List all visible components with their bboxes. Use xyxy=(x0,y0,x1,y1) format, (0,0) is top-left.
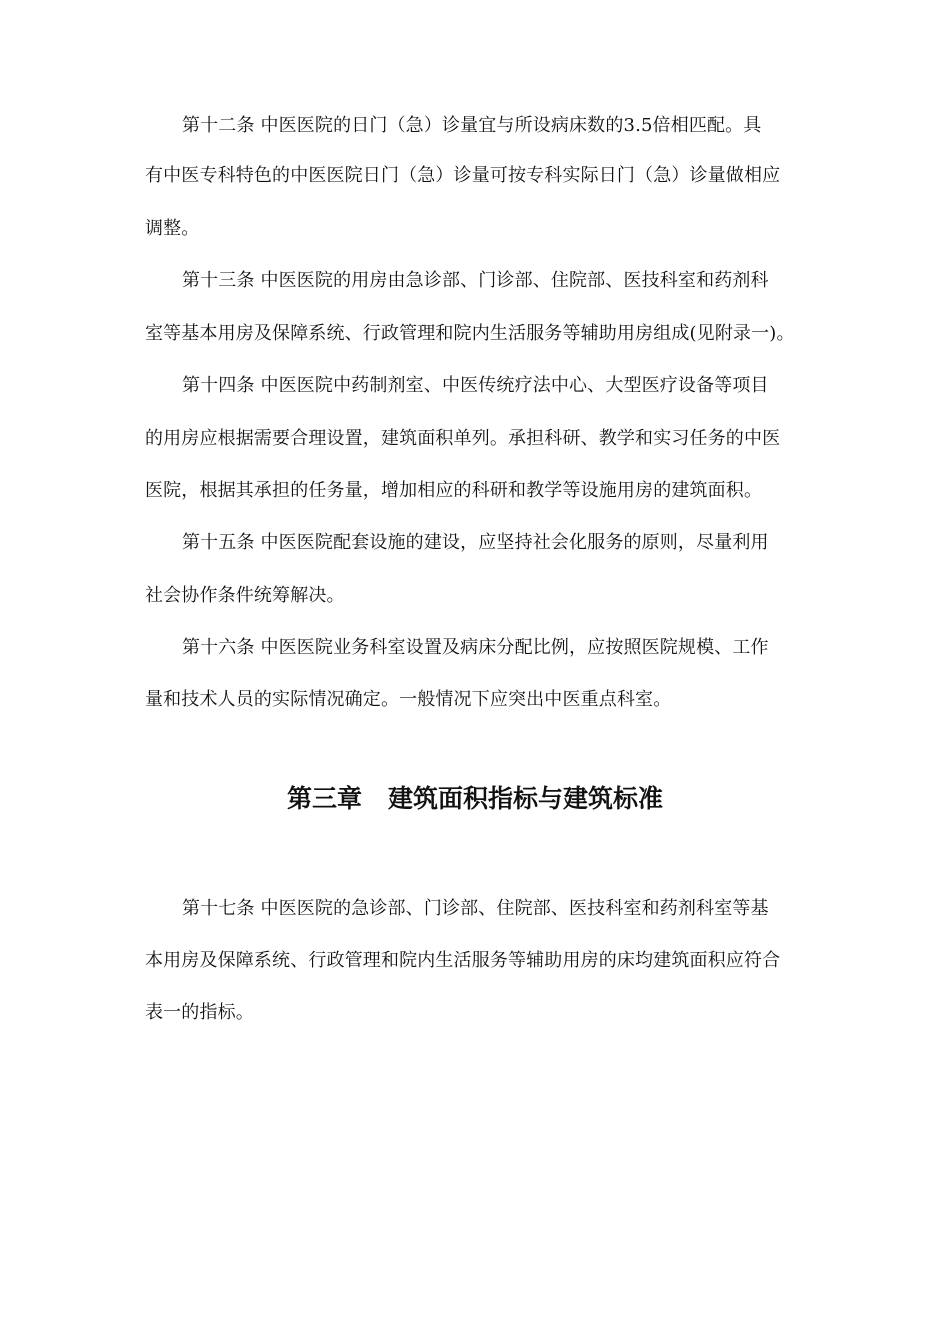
paragraph-line: 第十二条 中医医院的日门（急）诊量宜与所设病床数的3.5倍相匹配。具 xyxy=(182,115,762,136)
chapter-heading xyxy=(0,783,950,815)
chapter-number: 第三章 xyxy=(286,784,362,813)
chapter-title: 建筑面积指标与建筑标准 xyxy=(388,784,664,813)
paragraph-line: 量和技术人员的实际情况确定。一般情况下应突出中医重点科室。 xyxy=(145,689,672,710)
paragraph-line: 的用房应根据需要合理设置，建筑面积单列。承担科研、教学和实习任务的中医 xyxy=(145,428,781,449)
paragraph-line: 第十七条 中医医院的急诊部、门诊部、住院部、医技科室和药剂科室等基 xyxy=(182,898,769,919)
paragraph-line: 有中医专科特色的中医医院日门（急）诊量可按专科实际日门（急）诊量做相应 xyxy=(145,165,781,186)
paragraph-line: 第十四条 中医医院中药制剂室、中医传统疗法中心、大型医疗设备等项目 xyxy=(182,375,769,396)
paragraph-line: 本用房及保障系统、行政管理和院内生活服务等辅助用房的床均建筑面积应符合 xyxy=(145,950,781,971)
paragraph-line: 医院，根据其承担的任务量，增加相应的科研和教学等设施用房的建筑面积。 xyxy=(145,480,763,501)
paragraph-line: 表一的指标。 xyxy=(145,1002,254,1023)
paragraph-line: 第十六条 中医医院业务科室设置及病床分配比例，应按照医院规模、工作 xyxy=(182,637,769,658)
paragraph-line: 第十三条 中医医院的用房由急诊部、门诊部、住院部、医技科室和药剂科 xyxy=(182,270,769,291)
paragraph-line: 室等基本用房及保障系统、行政管理和院内生活服务等辅助用房组成(见附录一)。 xyxy=(145,323,795,344)
paragraph-line: 第十五条 中医医院配套设施的建设，应坚持社会化服务的原则，尽量利用 xyxy=(182,532,769,553)
paragraph-line: 调整。 xyxy=(145,218,200,239)
paragraph-line: 社会协作条件统筹解决。 xyxy=(145,585,345,606)
